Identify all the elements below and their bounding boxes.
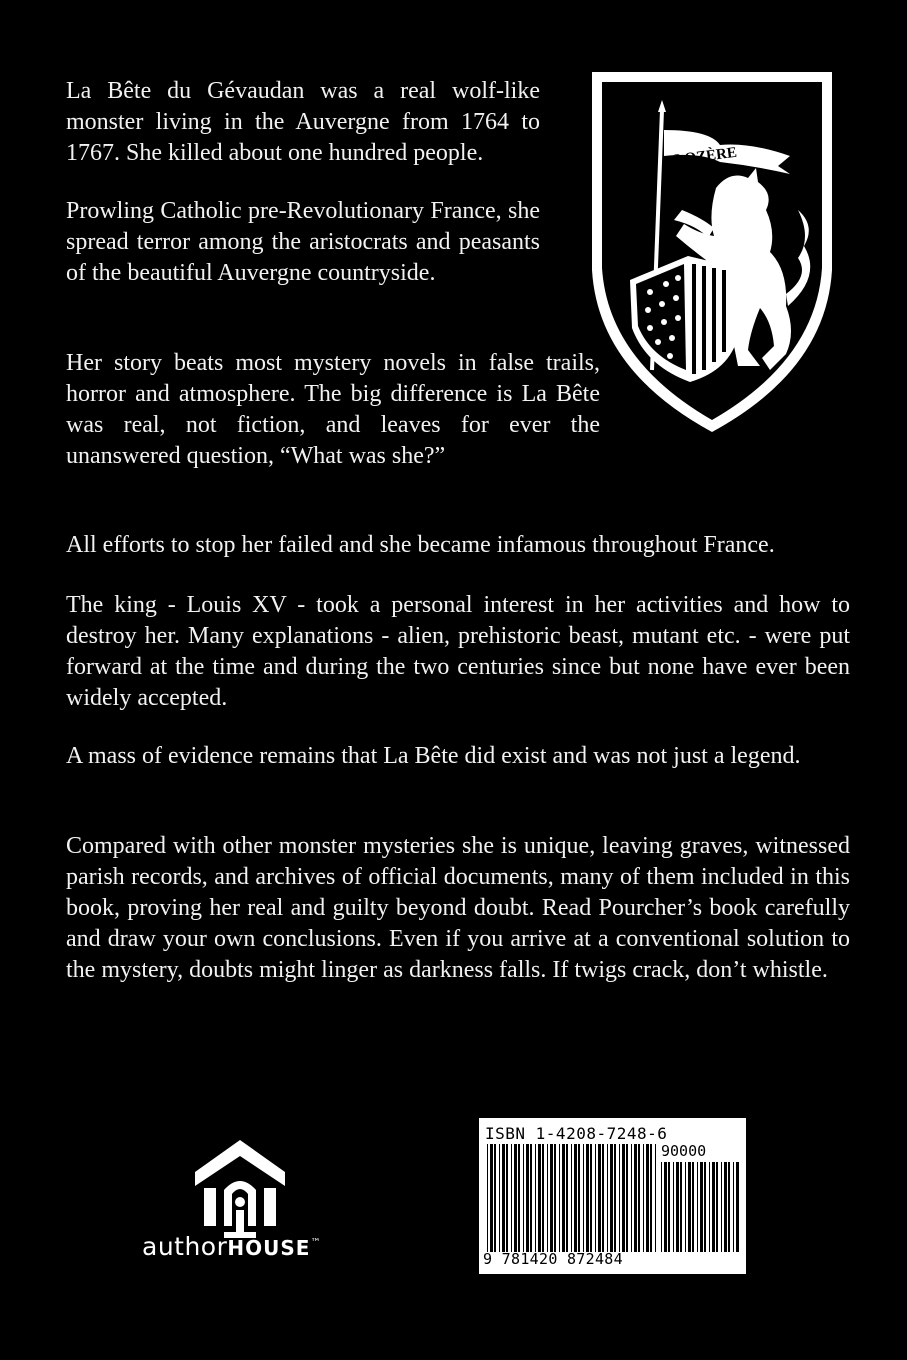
isbn-barcode xyxy=(479,1118,746,1274)
barcode-bars-main xyxy=(487,1144,657,1252)
paragraph-prowling: Prowling Catholic pre-Revolutionary France, she spread terror among the aristocrats and peasants of the beautiful Auvergne countryside. xyxy=(66,198,540,286)
paragraph-evidence: A mass of evidence remains that La Bête did exist and was not just a legend. xyxy=(66,743,801,769)
publisher-name-part1: author xyxy=(142,1232,228,1261)
paragraph-story: Her story beats most mystery novels in false trails, horror and atmosphere. The big difference is La Bête was real, not fiction, and leaves for ever the unanswered question, “What was she?” xyxy=(66,350,600,469)
barcode-bars-addon xyxy=(661,1162,739,1252)
isbn-label: ISBN 1-4208-7248-6 xyxy=(485,1124,668,1143)
paragraph-compared: Compared with other monster mysteries she is unique, leaving graves, witnessed parish records, and archives of official documents, many of them included in this book, proving her real and guilty beyond doubt. Read Pourcher’s book carefully and draw your own conclusions. Even if you arrive at a conventional solution to the mystery, doubts might linger as darkness falls. If twigs crack, don’t whistle. xyxy=(66,833,850,983)
price-code: 90000 xyxy=(661,1142,707,1160)
lozere-coat-of-arms-icon xyxy=(590,70,834,434)
emblem-banner-text: LOZÈRE xyxy=(673,144,738,169)
publisher-trademark: ™ xyxy=(310,1237,321,1249)
paragraph-efforts: All efforts to stop her failed and she became infamous throughout France. xyxy=(66,532,775,558)
paragraph-king: The king - Louis XV - took a personal interest in her activities and how to destroy her. Many explanations - alien, prehistoric beast, mutant etc. - were put forward at the time and during the two centuries since but none have ever been widely accepted. xyxy=(66,592,850,711)
ean-digits: 9 781420 872484 xyxy=(483,1250,623,1268)
publisher-name xyxy=(142,1232,321,1261)
publisher-name-part2: HOUSE xyxy=(227,1236,311,1260)
paragraph-intro: La Bête du Gévaudan was a real wolf-like monster living in the Auvergne from 1764 to 1767. She killed about one hundred people. xyxy=(66,78,540,166)
